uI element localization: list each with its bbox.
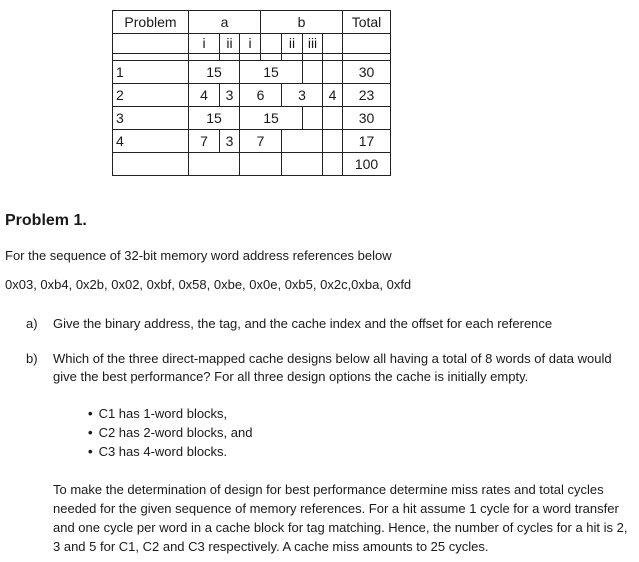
subheader-a-i: i [189, 34, 220, 54]
question-a [26, 316, 613, 331]
subheader-spacer [261, 34, 282, 54]
table-blank-row [113, 54, 391, 61]
question-b-label: b) [26, 351, 38, 366]
explanation-paragraph: To make the determination of design for best performance determine miss rates and total cycles needed for the given sequence of memory references. For a hit assume 1 cycle for a word transfer and one cycle per word in a cache block for tag matching. Hence, the number of cycles for a hit is 2, 3 and 5 for C1, C2 and C3 respectively. A cache miss amounts to 25 cycles. [53, 482, 628, 554]
header-b: b [261, 11, 343, 34]
subheader-b-ii: ii [282, 34, 303, 54]
table-subheader-row [113, 34, 391, 54]
subheader-a-ii: ii [220, 34, 240, 54]
problem-title: Problem 1. [5, 212, 87, 229]
question-a-label: a) [26, 316, 38, 331]
list-item: • C3 has 4-word blocks. [88, 442, 252, 461]
list-item: • C1 has 1-word blocks, [88, 404, 252, 423]
grade-table [112, 10, 391, 176]
address-sequence: 0x03, 0xb4, 0x2b, 0x02, 0xbf, 0x58, 0xbe, 0x0e, 0xb5, 0x2c,0xba, 0xfd [5, 277, 412, 292]
question-b-text: Which of the three direct-mapped cache designs below all having a total of 8 words of data would give the best performance? For all three design options the cache is initially empty. [53, 351, 612, 384]
header-problem: Problem [113, 11, 189, 34]
cache-design-list [88, 404, 252, 461]
table-row: 4 7 3 7 17 [113, 130, 391, 153]
header-total: Total [343, 11, 391, 34]
list-item: • C2 has 2-word blocks, and [88, 423, 252, 442]
subheader-b-iii: iii [303, 34, 323, 54]
table-row: 3 15 15 30 [113, 107, 391, 130]
table-row: 2 4 3 6 3 4 23 [113, 84, 391, 107]
question-b [26, 350, 613, 386]
grand-total: 100 [343, 153, 391, 176]
table-row [113, 153, 391, 176]
subheader-empty [113, 34, 189, 54]
subheader-total-empty [343, 34, 391, 54]
subheader-spacer [323, 34, 343, 54]
question-a-text: Give the binary address, the tag, and the cache index and the offset for each reference [53, 316, 553, 331]
table-row: 1 15 15 30 [113, 61, 391, 84]
header-a: a [189, 11, 261, 34]
subheader-b-i: i [240, 34, 261, 54]
problem-intro: For the sequence of 32-bit memory word address references below [5, 248, 392, 263]
table-header-row [113, 11, 391, 34]
